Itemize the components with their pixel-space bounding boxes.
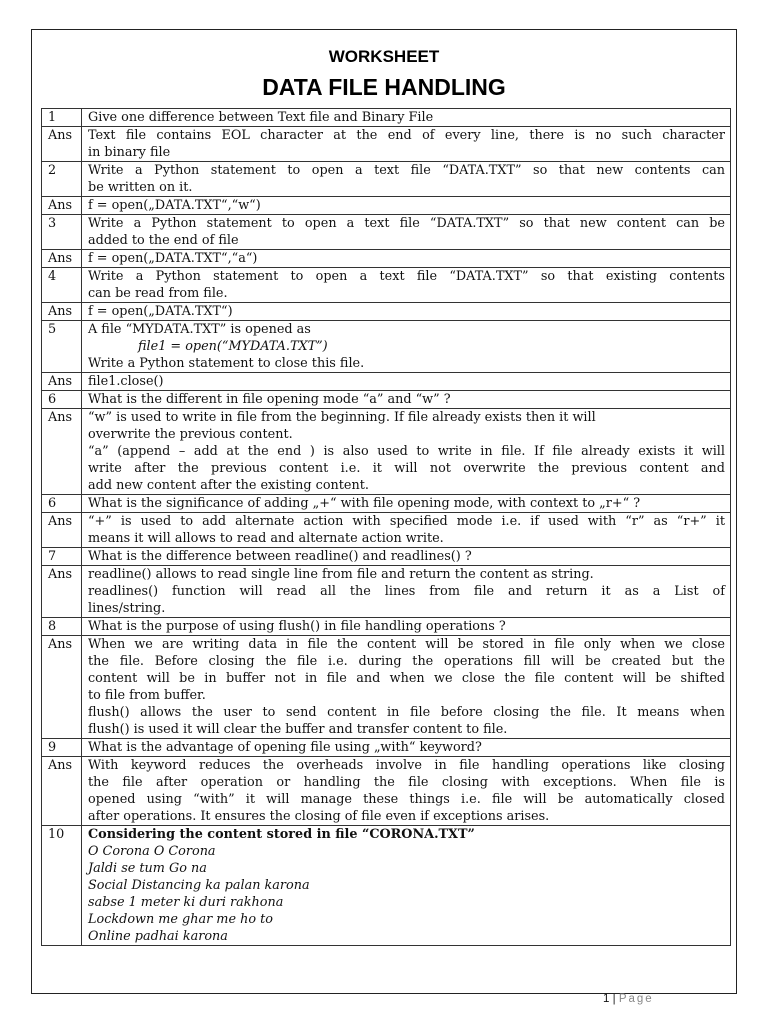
row-content: [82, 109, 731, 127]
text-line: readlines() function will read all the lines from file and return it as a List of: [88, 584, 725, 599]
row-number: 3: [42, 215, 82, 250]
page-label: Page: [618, 993, 654, 1005]
text-line: What is the difference between readline() and readlines() ?: [88, 549, 472, 564]
row-content: [82, 162, 731, 197]
table-row: [42, 391, 731, 409]
row-content: [82, 826, 731, 946]
text-line: Write a Python statement to open a text file “DATA.TXT” so that existing contents: [88, 269, 725, 284]
row-number: 5: [42, 321, 82, 373]
text-line: f = open(„DATA.TXT“): [88, 304, 233, 319]
text-line: A file “MYDATA.TXT” is opened as: [88, 322, 311, 337]
table-row: [42, 197, 731, 215]
row-content: [82, 636, 731, 739]
row-content: [82, 739, 731, 757]
text-line: be written on it.: [88, 180, 193, 195]
text-line: With keyword reduces the overheads involve in file handling operations like closing: [88, 758, 725, 773]
text-line: Write a Python statement to open a text file “DATA.TXT” so that new contents can: [88, 163, 725, 178]
row-number: 6: [42, 495, 82, 513]
table-row: [42, 215, 731, 250]
table-row: [42, 127, 731, 162]
row-number: 2: [42, 162, 82, 197]
text-line: “a” (append – add at the end ) is also used to write in file. If file already exists it will: [88, 444, 725, 459]
text-line: the file after operation or handling the file closing with exceptions. When file is: [88, 775, 725, 790]
question-heading: Considering the content stored in file “CORONA.TXT”: [88, 827, 475, 842]
text-line: What is the advantage of opening file using „with“ keyword?: [88, 740, 482, 755]
text-line: Write a Python statement to close this file.: [88, 356, 365, 371]
table-row: [42, 373, 731, 391]
table-row: [42, 636, 731, 739]
poem-line: Jaldi se tum Go na: [88, 861, 207, 876]
table-row: [42, 548, 731, 566]
table-row: [42, 513, 731, 548]
row-content: [82, 618, 731, 636]
row-content: [82, 566, 731, 618]
row-content: [82, 391, 731, 409]
page-footer: [603, 993, 654, 1005]
row-number: Ans: [42, 566, 82, 618]
text-line: content will be in buffer not in file and when we close the file content will be shifted: [88, 671, 725, 686]
row-number: Ans: [42, 757, 82, 826]
code-line: file1 = open(“MYDATA.TXT”): [138, 339, 328, 354]
table-row: [42, 321, 731, 373]
row-number: Ans: [42, 250, 82, 268]
text-line: Give one difference between Text file and Binary File: [88, 110, 434, 125]
text-line: readline() allows to read single line from file and return the content as string.: [88, 567, 594, 582]
footer-separator: |: [612, 993, 616, 1005]
table-row: [42, 757, 731, 826]
row-number: 6: [42, 391, 82, 409]
text-line: f = open(„DATA.TXT“,“w“): [88, 198, 261, 213]
row-content: [82, 250, 731, 268]
text-line: opened using “with” it will manage these things i.e. file will be automatically closed: [88, 792, 725, 807]
row-content: [82, 215, 731, 250]
table-row: [42, 566, 731, 618]
text-line: What is the different in file opening mode “a” and “w” ?: [88, 392, 451, 407]
table-row: [42, 109, 731, 127]
row-content: [82, 373, 731, 391]
table-row: [42, 618, 731, 636]
worksheet-subtitle: DATA FILE HANDLING: [262, 74, 506, 100]
row-content: [82, 548, 731, 566]
worksheet-title: WORKSHEET: [328, 47, 440, 66]
text-line: added to the end of file: [88, 233, 239, 248]
text-line: after operations. It ensures the closing of file even if exceptions arises.: [88, 809, 550, 824]
text-line: lines/string.: [88, 601, 166, 616]
poem-line: Online padhai karona: [88, 929, 228, 944]
text-line: in binary file: [88, 145, 171, 160]
row-content: [82, 197, 731, 215]
text-line: “w” is used to write in file from the beginning. If file already exists then it will: [88, 410, 596, 425]
text-line: flush() is used it will clear the buffer and transfer content to file.: [88, 722, 508, 737]
table-row: [42, 826, 731, 946]
row-number: Ans: [42, 636, 82, 739]
table-row: [42, 495, 731, 513]
text-line: add new content after the existing content.: [88, 478, 369, 493]
row-number: Ans: [42, 303, 82, 321]
row-content: [82, 409, 731, 495]
table-row: [42, 303, 731, 321]
poem-line: Lockdown me ghar me ho to: [88, 912, 273, 927]
text-line: flush() allows the user to send content in file before closing the file. It means when: [88, 705, 725, 720]
row-content: [82, 321, 731, 373]
row-content: [82, 303, 731, 321]
row-content: [82, 127, 731, 162]
text-line: to file from buffer.: [88, 688, 206, 703]
text-line: the file. Before closing the file i.e. during the operations fill will be created but the: [88, 654, 725, 669]
text-line: write after the previous content i.e. it will not overwrite the previous content and: [88, 461, 725, 476]
text-line: f = open(„DATA.TXT“,“a“): [88, 251, 258, 266]
table-row: [42, 162, 731, 197]
poem-line: Social Distancing ka palan karona: [88, 878, 310, 893]
text-line: can be read from file.: [88, 286, 228, 301]
row-content: [82, 757, 731, 826]
table-row: [42, 409, 731, 495]
text-line: means it will allows to read and alternate action write.: [88, 531, 444, 546]
row-content: [82, 495, 731, 513]
text-line: When we are writing data in file the content will be stored in file only when we close: [88, 637, 725, 652]
row-number: 9: [42, 739, 82, 757]
text-line: What is the purpose of using flush() in file handling operations ?: [88, 619, 506, 634]
text-line: What is the significance of adding „+“ with file opening mode, with context to „r+“ ?: [88, 496, 641, 511]
table-row: [42, 739, 731, 757]
row-number: Ans: [42, 127, 82, 162]
row-number: 1: [42, 109, 82, 127]
poem-line: O Corona O Corona: [88, 844, 216, 859]
text-line: Text file contains EOL character at the end of every line, there is no such character: [88, 128, 725, 143]
row-number: Ans: [42, 373, 82, 391]
poem-line: sabse 1 meter ki duri rakhona: [88, 895, 284, 910]
text-line: file1.close(): [88, 374, 164, 389]
page-number: 1: [603, 993, 610, 1005]
row-number: Ans: [42, 513, 82, 548]
row-content: [82, 268, 731, 303]
table-row: [42, 268, 731, 303]
row-number: Ans: [42, 409, 82, 495]
row-number: 10: [42, 826, 82, 946]
text-line: Write a Python statement to open a text file “DATA.TXT” so that new content can be: [88, 216, 725, 231]
row-number: Ans: [42, 197, 82, 215]
row-number: 8: [42, 618, 82, 636]
text-line: “+” is used to add alternate action with specified mode i.e. if used with “r” as “r+” it: [88, 514, 725, 529]
row-number: 7: [42, 548, 82, 566]
row-number: 4: [42, 268, 82, 303]
qa-table: [41, 108, 731, 946]
table-row: [42, 250, 731, 268]
text-line: overwrite the previous content.: [88, 427, 293, 442]
row-content: [82, 513, 731, 548]
